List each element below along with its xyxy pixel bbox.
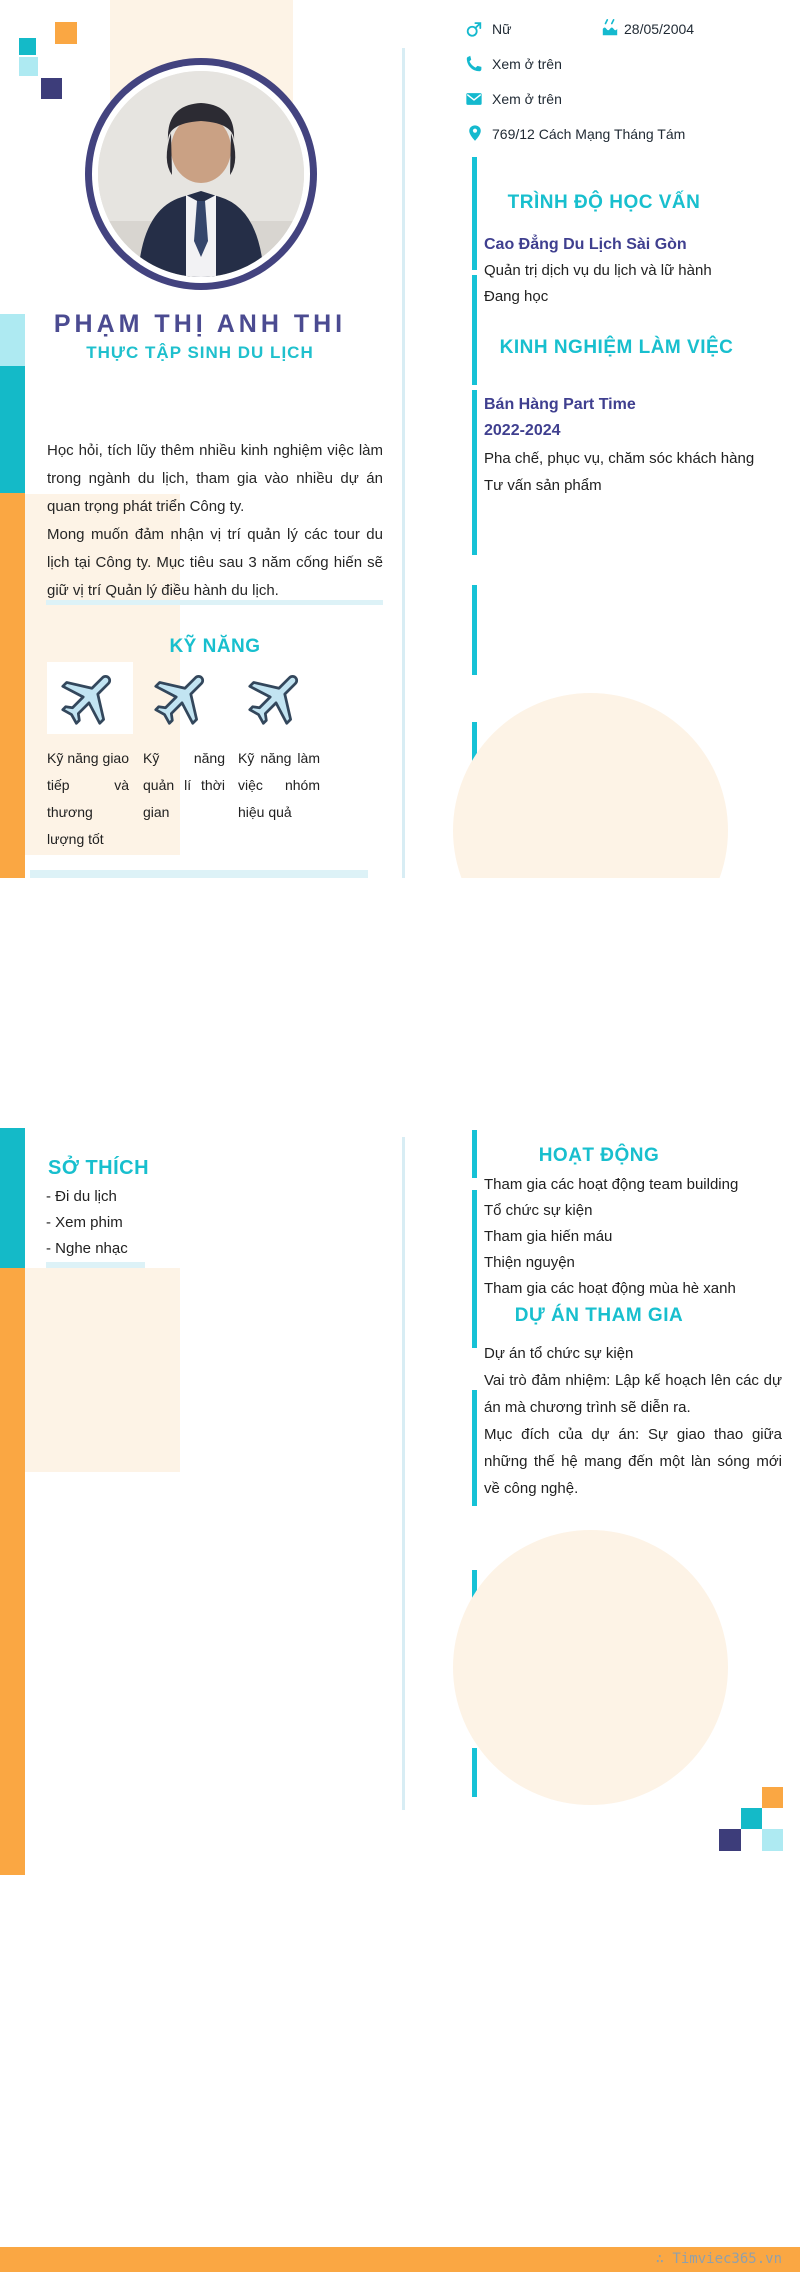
activity-item: Tham gia các hoạt động team building [484, 1176, 739, 1193]
phone-icon [465, 55, 483, 73]
experience-duty: Pha chế, phục vụ, chăm sóc khách hàng [484, 450, 755, 467]
divider-line [30, 870, 368, 878]
section-accent-bar [472, 1190, 477, 1348]
activity-item: Tổ chức sự kiện [484, 1202, 593, 1219]
phone-value: Xem ở trên [492, 56, 562, 72]
career-objective [47, 437, 383, 605]
birthday-cake-icon [601, 19, 619, 37]
project-name: Dự án tổ chức sự kiện [484, 1345, 634, 1362]
activity-item: Thiện nguyện [484, 1254, 575, 1271]
divider-line [46, 600, 383, 605]
education-heading: TRÌNH ĐỘ HỌC VẤN [507, 192, 701, 213]
page-2 [0, 878, 800, 2247]
deco-cream-circle [453, 693, 728, 878]
deco-cream-circle [453, 1530, 728, 1805]
profile-photo-inner-ring [92, 65, 310, 283]
column-divider-line [402, 1137, 405, 1810]
profile-photo-frame [85, 58, 317, 290]
watermark-text: ∴ Timviec365.vn [655, 2251, 782, 2267]
deco-strip-teal [0, 366, 25, 493]
airplane-icon [150, 665, 216, 731]
hobby-item: - Nghe nhạc [46, 1240, 128, 1257]
deco-strip-cyan [0, 314, 25, 366]
hobby-item: - Đi du lịch [46, 1188, 117, 1205]
experience-heading: KINH NGHIỆM LÀM VIỆC [499, 337, 734, 358]
project-role: Vai trò đảm nhiệm: Lập kế hoạch lên các dự án mà chương trình sẽ diễn ra. [484, 1372, 782, 1416]
deco-square-navy [719, 1829, 741, 1851]
address-value: 769/12 Cách Mạng Tháng Tám [492, 126, 686, 142]
profile-photo [98, 71, 304, 277]
section-accent-bar [472, 1748, 477, 1797]
deco-strip-orange [0, 493, 25, 878]
candidate-name: PHẠM THỊ ANH THI [53, 310, 347, 338]
deco-strip-teal [0, 1128, 25, 1268]
section-accent-bar [472, 390, 477, 555]
career-objective-paragraph-1: Học hỏi, tích lũy thêm nhiều kinh nghiệm việc làm trong ngành du lịch, tham gia vào nhiều dự án quan trọng phát triển Công ty. [47, 442, 383, 515]
airplane-icon [57, 665, 123, 731]
section-accent-bar [472, 585, 477, 675]
education-school: Cao Đẳng Du Lịch Sài Gòn [484, 236, 687, 253]
activities-heading: HOẠT ĐỘNG [538, 1145, 660, 1166]
birthdate-value: 28/05/2004 [624, 21, 695, 37]
deco-strip-orange [0, 1268, 25, 1875]
envelope-icon [465, 90, 483, 108]
education-status: Đang học [484, 288, 549, 305]
experience-period: 2022-2024 [484, 422, 561, 439]
airplane-icon [244, 665, 310, 731]
skill-item: Kỹ năng quản lí thời gian [143, 750, 225, 820]
project-purpose: Mục đích của dự án: Sự giao thao giữa những thế hệ mang đến một làn sóng mới về công nghệ. [484, 1426, 782, 1497]
gender-icon [465, 20, 483, 38]
skill-icon-cell [47, 662, 133, 734]
deco-square-orange [762, 1787, 783, 1808]
section-accent-bar [472, 157, 477, 270]
section-accent-bar [472, 275, 477, 385]
email-value: Xem ở trên [492, 91, 562, 107]
skills-heading: KỸ NĂNG [169, 636, 261, 657]
hobby-item: - Xem phim [46, 1214, 123, 1231]
deco-square-cyan [762, 1829, 783, 1851]
deco-cream-block-left [25, 1268, 180, 1472]
column-divider-line [402, 48, 405, 878]
skill-item: Kỹ năng làm việc nhóm hiệu quả [238, 750, 320, 820]
education-major: Quản trị dịch vụ du lịch và lữ hành [484, 262, 712, 279]
person-portrait-illustration [98, 71, 304, 277]
watermark-bar [0, 2247, 800, 2272]
deco-square-teal [19, 38, 36, 55]
candidate-job-title: THỰC TẬP SINH DU LỊCH [86, 343, 314, 362]
experience-duty: Tư vấn sản phẩm [484, 477, 602, 494]
activities-list [484, 1172, 789, 1302]
projects-heading: DỰ ÁN THAM GIA [514, 1305, 684, 1326]
skill-item: Kỹ năng giao tiếp và thương lượng tốt [47, 750, 129, 847]
deco-square-navy [41, 78, 62, 99]
experience-job-title: Bán Hàng Part Time [484, 396, 636, 413]
deco-square-orange [55, 22, 77, 44]
deco-square-teal [741, 1808, 762, 1829]
activity-item: Tham gia hiến máu [484, 1228, 613, 1245]
hobbies-heading: SỞ THÍCH [48, 1157, 150, 1179]
deco-square-cyan [19, 57, 38, 76]
skill-icon-cell [140, 662, 226, 734]
skill-icon-cell [234, 662, 320, 734]
page-1 [0, 0, 800, 878]
project-details [484, 1340, 782, 1502]
section-accent-bar [472, 1130, 477, 1178]
gender-value: Nữ [492, 21, 512, 37]
section-accent-bar [472, 1390, 477, 1506]
map-pin-icon [466, 124, 484, 142]
career-objective-paragraph-2: Mong muốn đảm nhận vị trí quản lý các tour du lịch tại Công ty. Mục tiêu sau 3 năm cống hiến sẽ giữ vị trí Quản lý điều hành du lịch. [47, 526, 383, 599]
activity-item: Tham gia các hoạt động mùa hè xanh [484, 1280, 736, 1297]
divider-line [46, 1262, 145, 1268]
